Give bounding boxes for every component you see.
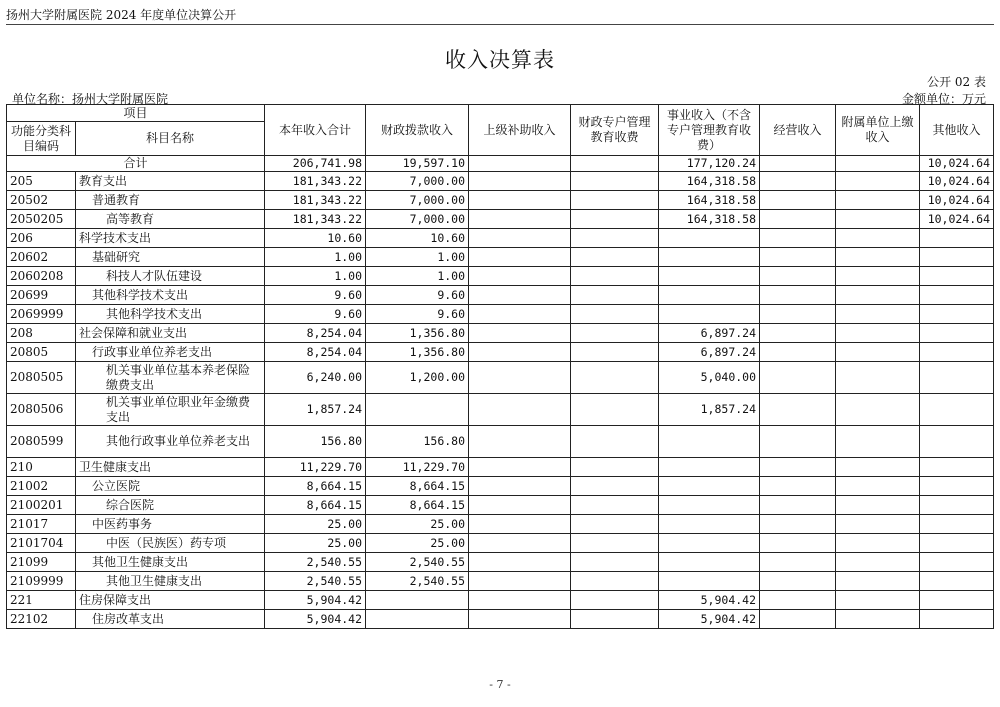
amount-cell-c3 (469, 610, 571, 629)
amount-cell-c1: 5,904.42 (265, 610, 366, 629)
amount-cell-c4 (571, 172, 659, 191)
amount-cell-c5: 1,857.24 (659, 394, 760, 426)
amount-cell-c8 (920, 534, 994, 553)
amount-cell-c3 (469, 553, 571, 572)
function-code-cell: 20805 (7, 343, 76, 362)
amount-cell-c7 (836, 362, 920, 394)
amount-cell-c4 (571, 305, 659, 324)
amount-cell-c3 (469, 343, 571, 362)
income-table (6, 104, 994, 629)
total-label: 合计 (7, 156, 265, 172)
amount-cell-c8: 10,024.64 (920, 210, 994, 229)
amount-cell-c2: 11,229.70 (366, 458, 469, 477)
amount-cell-c3 (469, 572, 571, 591)
amount-cell-c3 (469, 267, 571, 286)
header-other-income: 其他收入 (920, 105, 994, 156)
amount-cell-c4 (571, 191, 659, 210)
amount-cell-c2: 2,540.55 (366, 553, 469, 572)
amount-cell-c8 (920, 591, 994, 610)
amount-cell-c8 (920, 553, 994, 572)
amount-cell-c4 (571, 394, 659, 426)
amount-cell-c8 (920, 394, 994, 426)
amount-cell-c6 (760, 248, 836, 267)
amount-cell-c8 (920, 248, 994, 267)
table-row (7, 458, 994, 477)
total-row (7, 156, 994, 172)
amount-cell-c2: 1,356.80 (366, 324, 469, 343)
amount-cell-c8: 10,024.64 (920, 172, 994, 191)
amount-cell-c4 (571, 496, 659, 515)
amount-cell-c6 (760, 362, 836, 394)
amount-cell-c6 (760, 324, 836, 343)
amount-cell-c2: 7,000.00 (366, 210, 469, 229)
subject-name-cell: 机关事业单位职业年金缴费支出 (76, 394, 265, 426)
total-c3 (469, 156, 571, 172)
amount-cell-c5 (659, 286, 760, 305)
function-code-cell: 20502 (7, 191, 76, 210)
amount-cell-c1: 181,343.22 (265, 210, 366, 229)
subject-name-cell: 社会保障和就业支出 (76, 324, 265, 343)
subject-name-cell: 其他卫生健康支出 (76, 553, 265, 572)
amount-cell-c2: 1.00 (366, 248, 469, 267)
amount-cell-c4 (571, 229, 659, 248)
header-operating-income: 经营收入 (760, 105, 836, 156)
amount-cell-c5 (659, 458, 760, 477)
amount-cell-c1: 1.00 (265, 267, 366, 286)
amount-cell-c6 (760, 210, 836, 229)
amount-cell-c4 (571, 534, 659, 553)
table-row (7, 191, 994, 210)
amount-cell-c7 (836, 553, 920, 572)
amount-cell-c4 (571, 572, 659, 591)
amount-cell-c8 (920, 572, 994, 591)
table-row (7, 534, 994, 553)
amount-cell-c3 (469, 191, 571, 210)
amount-cell-c4 (571, 248, 659, 267)
amount-cell-c8 (920, 477, 994, 496)
amount-cell-c7 (836, 343, 920, 362)
amount-cell-c2: 25.00 (366, 515, 469, 534)
amount-cell-c6 (760, 610, 836, 629)
subject-name-cell: 中医药事务 (76, 515, 265, 534)
amount-cell-c5 (659, 553, 760, 572)
amount-cell-c7 (836, 191, 920, 210)
subject-name-cell: 其他科学技术支出 (76, 305, 265, 324)
amount-cell-c8 (920, 305, 994, 324)
amount-cell-c8 (920, 426, 994, 458)
amount-cell-c4 (571, 610, 659, 629)
amount-cell-c5 (659, 248, 760, 267)
table-row (7, 286, 994, 305)
function-code-cell: 20602 (7, 248, 76, 267)
amount-cell-c2: 7,000.00 (366, 191, 469, 210)
table-row (7, 426, 994, 458)
amount-cell-c5 (659, 229, 760, 248)
page-title: 收入决算表 (445, 48, 555, 72)
function-code-cell: 22102 (7, 610, 76, 629)
amount-cell-c2: 25.00 (366, 534, 469, 553)
amount-cell-c1: 6,240.00 (265, 362, 366, 394)
function-code-cell: 21002 (7, 477, 76, 496)
function-code-cell: 205 (7, 172, 76, 191)
amount-cell-c3 (469, 534, 571, 553)
amount-cell-c1: 9.60 (265, 286, 366, 305)
total-c2: 19,597.10 (366, 156, 469, 172)
amount-cell-c8 (920, 496, 994, 515)
amount-cell-c1: 9.60 (265, 305, 366, 324)
header-project: 项目 (7, 105, 265, 122)
amount-cell-c6 (760, 305, 836, 324)
amount-cell-c4 (571, 286, 659, 305)
amount-cell-c6 (760, 172, 836, 191)
amount-cell-c3 (469, 496, 571, 515)
table-row (7, 324, 994, 343)
amount-cell-c4 (571, 477, 659, 496)
amount-cell-c3 (469, 305, 571, 324)
amount-cell-c8 (920, 324, 994, 343)
subject-name-cell: 行政事业单位养老支出 (76, 343, 265, 362)
amount-cell-c4 (571, 553, 659, 572)
amount-cell-c5 (659, 534, 760, 553)
total-c8: 10,024.64 (920, 156, 994, 172)
amount-cell-c8: 10,024.64 (920, 191, 994, 210)
amount-cell-c5 (659, 515, 760, 534)
amount-cell-c5: 6,897.24 (659, 343, 760, 362)
amount-cell-c6 (760, 553, 836, 572)
table-row (7, 210, 994, 229)
table-row (7, 248, 994, 267)
amount-cell-c6 (760, 267, 836, 286)
amount-cell-c5 (659, 572, 760, 591)
amount-cell-c1: 25.00 (265, 534, 366, 553)
amount-cell-c1: 8,664.15 (265, 477, 366, 496)
amount-cell-c4 (571, 591, 659, 610)
amount-cell-c2: 2,540.55 (366, 572, 469, 591)
amount-unit: 金额单位：万元 (901, 92, 986, 106)
amount-cell-c3 (469, 324, 571, 343)
amount-cell-c4 (571, 210, 659, 229)
amount-cell-c3 (469, 286, 571, 305)
amount-cell-c1: 2,540.55 (265, 572, 366, 591)
amount-cell-c1: 1.00 (265, 248, 366, 267)
amount-cell-c8 (920, 458, 994, 477)
amount-cell-c7 (836, 426, 920, 458)
amount-cell-c3 (469, 458, 571, 477)
amount-cell-c6 (760, 496, 836, 515)
amount-cell-c1: 181,343.22 (265, 172, 366, 191)
subject-name-cell: 基础研究 (76, 248, 265, 267)
amount-cell-c7 (836, 248, 920, 267)
amount-cell-c6 (760, 515, 836, 534)
table-row (7, 229, 994, 248)
amount-cell-c1: 8,664.15 (265, 496, 366, 515)
amount-cell-c1: 25.00 (265, 515, 366, 534)
function-code-cell: 20699 (7, 286, 76, 305)
amount-cell-c5 (659, 305, 760, 324)
subject-name-cell: 综合医院 (76, 496, 265, 515)
page-number: - 7 - (489, 678, 511, 691)
amount-cell-c5: 164,318.58 (659, 210, 760, 229)
amount-cell-c7 (836, 477, 920, 496)
subject-name-cell: 中医（民族医）药专项 (76, 534, 265, 553)
unit-name: 单位名称：扬州大学附属医院 (12, 92, 169, 106)
amount-cell-c7 (836, 286, 920, 305)
amount-cell-c2: 8,664.15 (366, 477, 469, 496)
function-code-cell: 2080506 (7, 394, 76, 426)
header-fiscal-special-account: 财政专户管理教育收费 (571, 105, 659, 156)
amount-cell-c4 (571, 267, 659, 286)
amount-cell-c2: 9.60 (366, 286, 469, 305)
amount-cell-c2: 1,356.80 (366, 343, 469, 362)
amount-cell-c7 (836, 324, 920, 343)
header-fiscal-appropriation: 财政拨款收入 (366, 105, 469, 156)
amount-cell-c2: 10.60 (366, 229, 469, 248)
table-row (7, 362, 994, 394)
subject-name-cell: 教育支出 (76, 172, 265, 191)
amount-cell-c8 (920, 343, 994, 362)
amount-cell-c6 (760, 426, 836, 458)
amount-cell-c1: 181,343.22 (265, 191, 366, 210)
document-header: 扬州大学附属医院 2024 年度单位决算公开 (6, 8, 237, 22)
subject-name-cell: 其他科学技术支出 (76, 286, 265, 305)
table-row (7, 572, 994, 591)
function-code-cell: 208 (7, 324, 76, 343)
subject-name-cell: 科技人才队伍建设 (76, 267, 265, 286)
amount-cell-c6 (760, 343, 836, 362)
amount-cell-c6 (760, 229, 836, 248)
amount-cell-c3 (469, 394, 571, 426)
amount-cell-c2: 9.60 (366, 305, 469, 324)
subject-name-cell: 卫生健康支出 (76, 458, 265, 477)
header-affiliated-unit-income: 附属单位上缴收入 (836, 105, 920, 156)
amount-cell-c3 (469, 477, 571, 496)
amount-cell-c5 (659, 267, 760, 286)
amount-cell-c6 (760, 191, 836, 210)
total-c1: 206,741.98 (265, 156, 366, 172)
amount-cell-c6 (760, 458, 836, 477)
function-code-cell: 2060208 (7, 267, 76, 286)
amount-cell-c4 (571, 324, 659, 343)
amount-cell-c7 (836, 572, 920, 591)
subject-name-cell: 高等教育 (76, 210, 265, 229)
amount-cell-c4 (571, 458, 659, 477)
total-c4 (571, 156, 659, 172)
amount-cell-c3 (469, 248, 571, 267)
header-business-income: 事业收入（不含专户管理教育收费） (659, 105, 760, 156)
amount-cell-c5: 5,904.42 (659, 591, 760, 610)
function-code-cell: 206 (7, 229, 76, 248)
function-code-cell: 2050205 (7, 210, 76, 229)
function-code-cell: 2080505 (7, 362, 76, 394)
amount-cell-c2: 156.80 (366, 426, 469, 458)
amount-cell-c3 (469, 210, 571, 229)
amount-cell-c4 (571, 426, 659, 458)
amount-cell-c8 (920, 286, 994, 305)
subject-name-cell: 公立医院 (76, 477, 265, 496)
amount-cell-c7 (836, 496, 920, 515)
amount-cell-c2: 7,000.00 (366, 172, 469, 191)
table-row (7, 267, 994, 286)
table-row (7, 591, 994, 610)
amount-cell-c6 (760, 286, 836, 305)
function-code-cell: 2101704 (7, 534, 76, 553)
total-c5: 177,120.24 (659, 156, 760, 172)
amount-cell-c6 (760, 477, 836, 496)
amount-cell-c5: 6,897.24 (659, 324, 760, 343)
amount-cell-c5 (659, 426, 760, 458)
header-function-code: 功能分类科目编码 (7, 122, 76, 156)
function-code-cell: 21099 (7, 553, 76, 572)
amount-cell-c1: 5,904.42 (265, 591, 366, 610)
amount-cell-c7 (836, 591, 920, 610)
subject-name-cell: 科学技术支出 (76, 229, 265, 248)
total-c7 (836, 156, 920, 172)
amount-cell-c1: 8,254.04 (265, 343, 366, 362)
amount-cell-c1: 8,254.04 (265, 324, 366, 343)
table-id: 公开 02 表 (927, 75, 986, 89)
function-code-cell: 221 (7, 591, 76, 610)
amount-cell-c6 (760, 534, 836, 553)
amount-cell-c2 (366, 610, 469, 629)
amount-cell-c1: 2,540.55 (265, 553, 366, 572)
amount-cell-c7 (836, 515, 920, 534)
function-code-cell: 210 (7, 458, 76, 477)
amount-cell-c5: 5,904.42 (659, 610, 760, 629)
amount-cell-c3 (469, 591, 571, 610)
total-c6 (760, 156, 836, 172)
function-code-cell: 2080599 (7, 426, 76, 458)
header-subject-name: 科目名称 (76, 122, 265, 156)
amount-cell-c2 (366, 591, 469, 610)
amount-cell-c8 (920, 515, 994, 534)
amount-cell-c8 (920, 610, 994, 629)
amount-cell-c4 (571, 343, 659, 362)
amount-cell-c6 (760, 394, 836, 426)
amount-cell-c2: 1.00 (366, 267, 469, 286)
amount-cell-c1: 11,229.70 (265, 458, 366, 477)
amount-cell-c5 (659, 496, 760, 515)
amount-cell-c6 (760, 572, 836, 591)
function-code-cell: 2100201 (7, 496, 76, 515)
header-superior-subsidy: 上级补助收入 (469, 105, 571, 156)
amount-cell-c5: 164,318.58 (659, 172, 760, 191)
subject-name-cell: 住房保障支出 (76, 591, 265, 610)
table-row (7, 515, 994, 534)
amount-cell-c5: 5,040.00 (659, 362, 760, 394)
table-row (7, 553, 994, 572)
amount-cell-c8 (920, 229, 994, 248)
amount-cell-c7 (836, 534, 920, 553)
amount-cell-c8 (920, 267, 994, 286)
amount-cell-c3 (469, 515, 571, 534)
table-row (7, 305, 994, 324)
amount-cell-c2: 1,200.00 (366, 362, 469, 394)
amount-cell-c4 (571, 362, 659, 394)
table-row (7, 610, 994, 629)
function-code-cell: 2069999 (7, 305, 76, 324)
amount-cell-c1: 1,857.24 (265, 394, 366, 426)
subject-name-cell: 其他行政事业单位养老支出 (76, 426, 265, 458)
amount-cell-c7 (836, 458, 920, 477)
amount-cell-c7 (836, 305, 920, 324)
amount-cell-c5: 164,318.58 (659, 191, 760, 210)
table-row (7, 343, 994, 362)
amount-cell-c4 (571, 515, 659, 534)
amount-cell-c3 (469, 172, 571, 191)
table-row (7, 477, 994, 496)
subject-name-cell: 普通教育 (76, 191, 265, 210)
function-code-cell: 21017 (7, 515, 76, 534)
amount-cell-c3 (469, 362, 571, 394)
amount-cell-c7 (836, 210, 920, 229)
amount-cell-c7 (836, 229, 920, 248)
amount-cell-c2 (366, 394, 469, 426)
table-row (7, 496, 994, 515)
table-row (7, 172, 994, 191)
amount-cell-c2: 8,664.15 (366, 496, 469, 515)
table-row (7, 394, 994, 426)
amount-cell-c3 (469, 229, 571, 248)
header-divider (6, 24, 994, 25)
subject-name-cell: 其他卫生健康支出 (76, 572, 265, 591)
header-total-income: 本年收入合计 (265, 105, 366, 156)
amount-cell-c3 (469, 426, 571, 458)
amount-cell-c7 (836, 394, 920, 426)
subject-name-cell: 机关事业单位基本养老保险缴费支出 (76, 362, 265, 394)
subject-name-cell: 住房改革支出 (76, 610, 265, 629)
amount-cell-c6 (760, 591, 836, 610)
amount-cell-c7 (836, 267, 920, 286)
amount-cell-c1: 156.80 (265, 426, 366, 458)
amount-cell-c7 (836, 610, 920, 629)
amount-cell-c8 (920, 362, 994, 394)
amount-cell-c7 (836, 172, 920, 191)
table-body (7, 156, 994, 629)
function-code-cell: 2109999 (7, 572, 76, 591)
amount-cell-c5 (659, 477, 760, 496)
amount-cell-c1: 10.60 (265, 229, 366, 248)
